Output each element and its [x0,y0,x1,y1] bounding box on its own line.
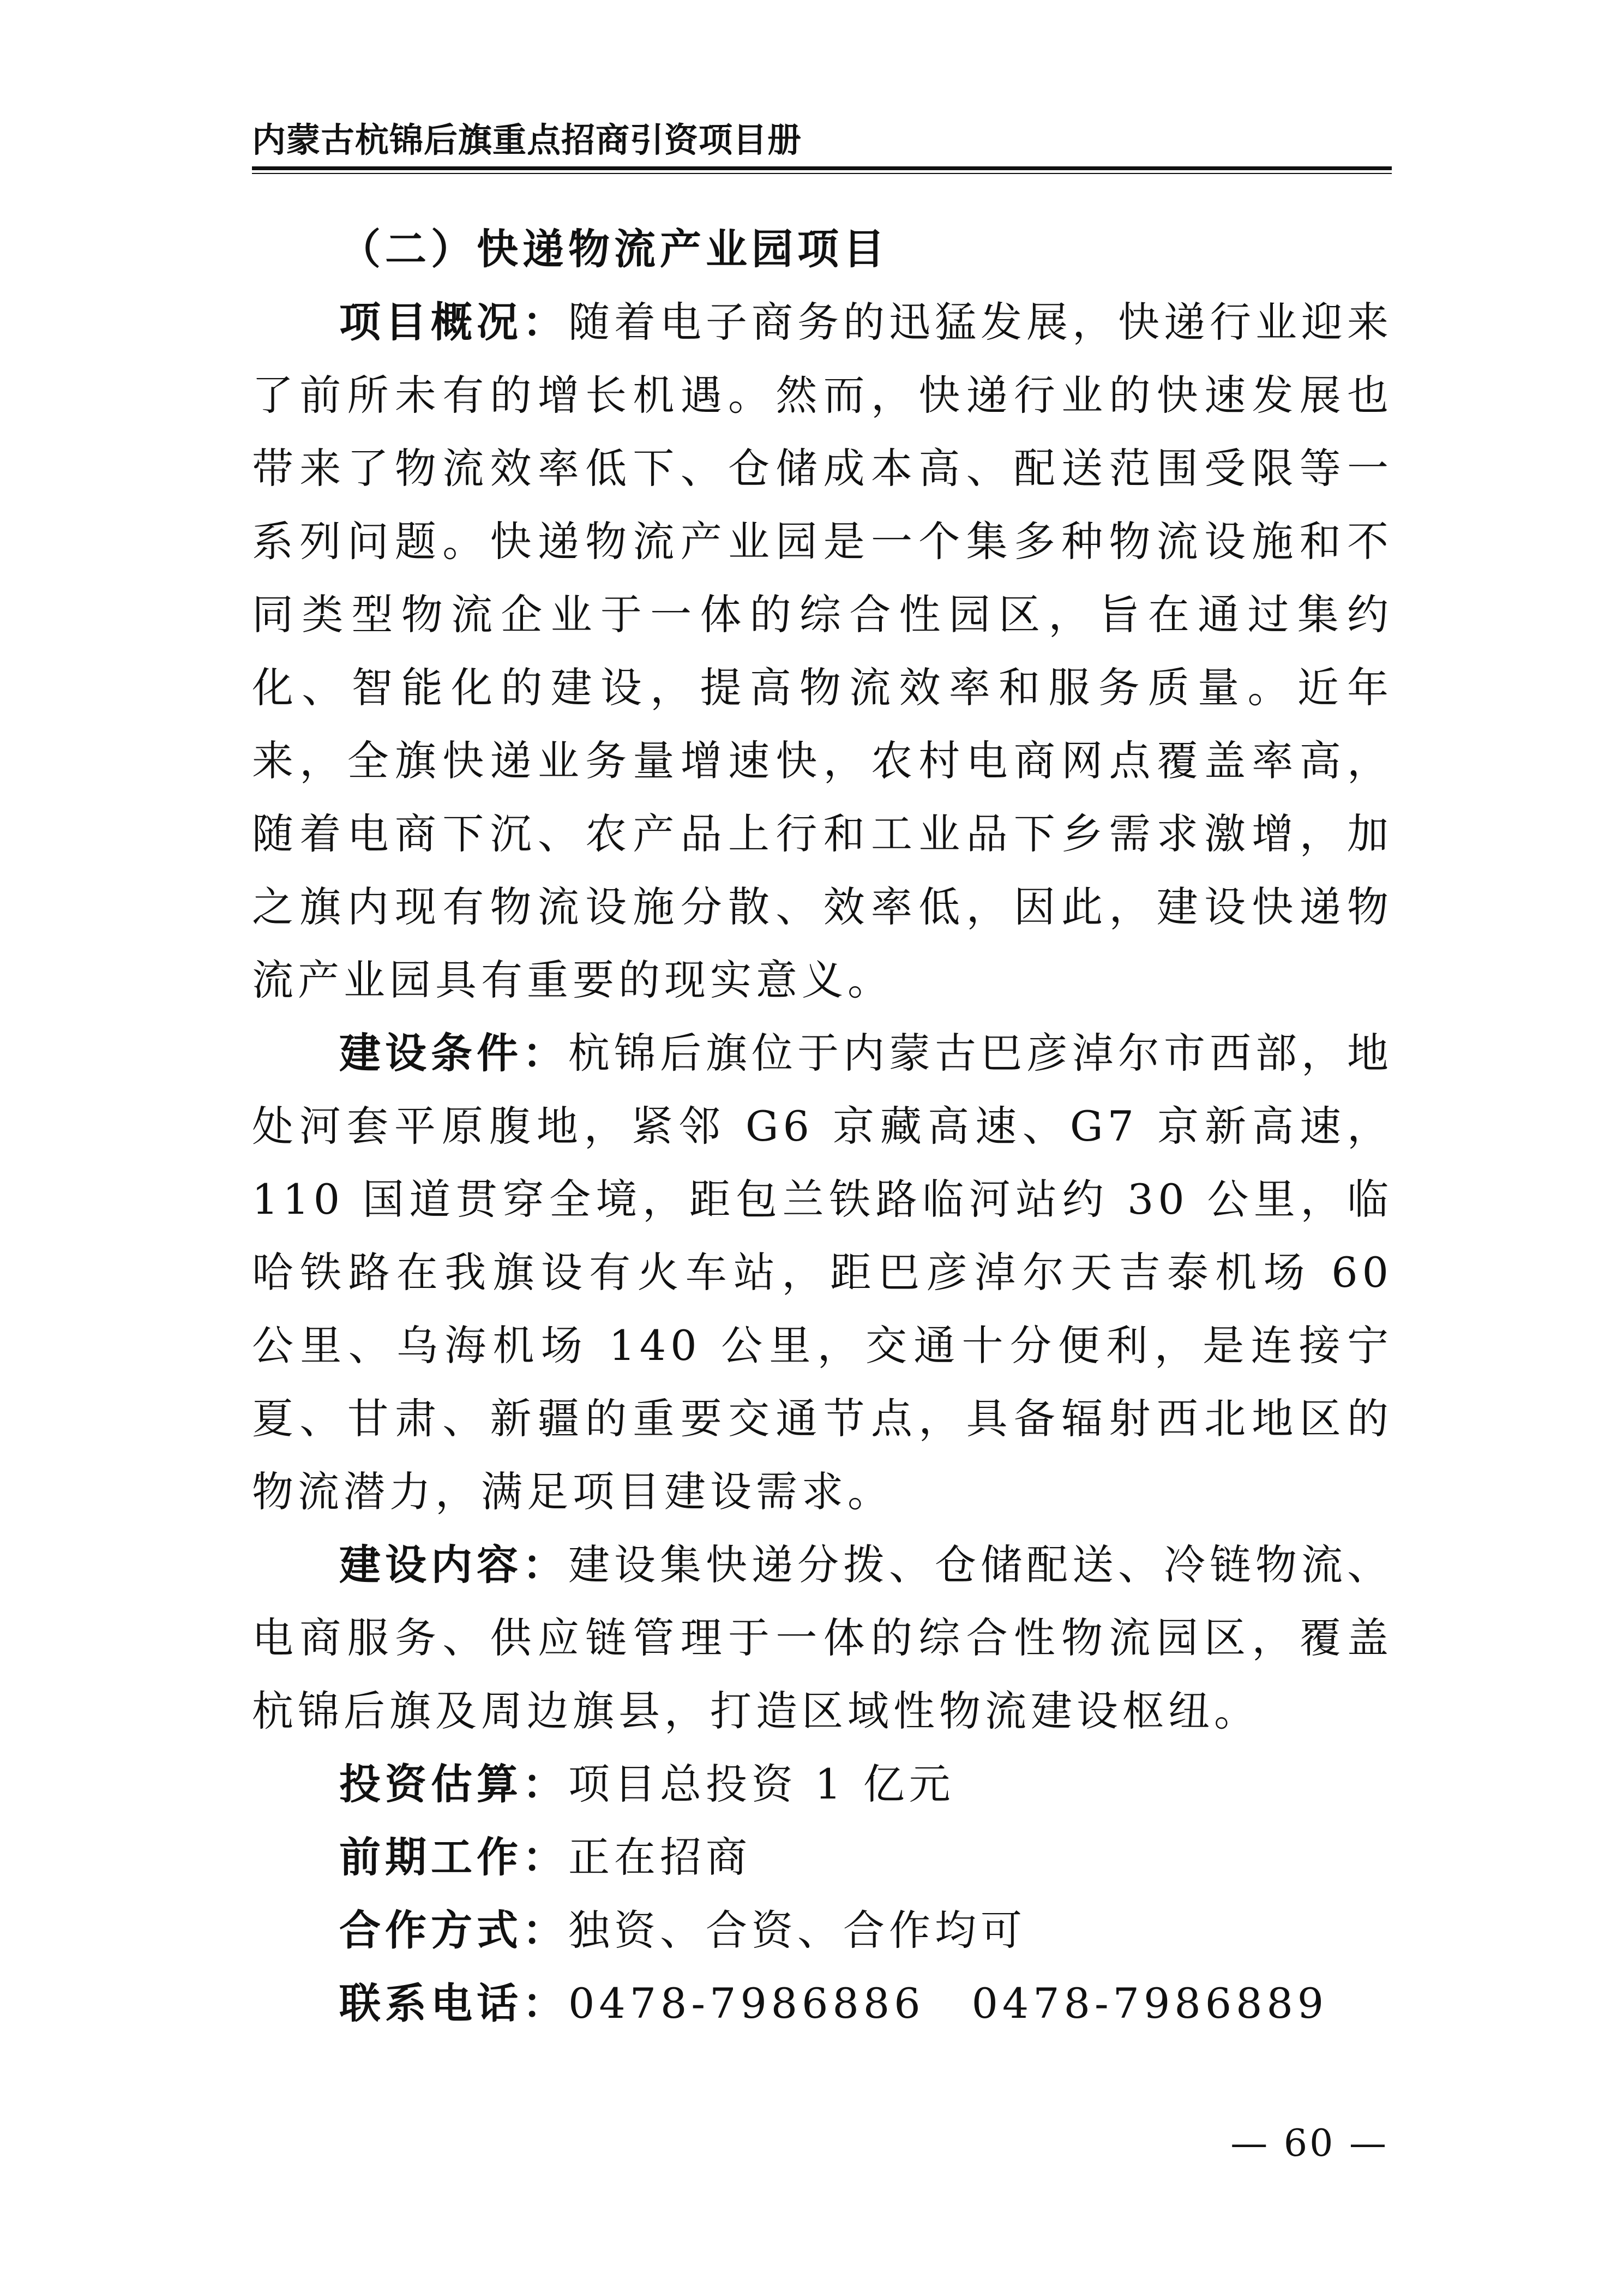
header-rule-thin [252,173,1392,174]
content-paragraph [252,1528,1393,1748]
overview-paragraph [252,286,1393,1017]
document-body [252,213,1393,2040]
cooperation-text: 独资、合资、合作均可 [568,1906,1026,1955]
preliminary-line [252,1821,1393,1894]
conditions-paragraph [252,1017,1393,1528]
page-number: — 60 — [1230,2122,1388,2165]
contact-phone-1: 0478-7986886 [568,1979,925,2028]
cooperation-line [252,1894,1393,1967]
contact-phone-2: 0478-7986889 [971,1979,1329,2028]
content-text: 建设集快递分拨、仓储配送、冷链物流、电商服务、供应链管理于一体的综合性物流园区，覆盖杭锦后旗及周边旗县，打造区域性物流建设枢纽。 [252,1540,1393,1735]
content-label: 建设内容： [339,1540,568,1589]
contact-label: 联系电话： [339,1979,568,2028]
investment-label: 投资估算： [339,1760,568,1808]
investment-text: 项目总投资 1 亿元 [568,1760,955,1808]
investment-line [252,1748,1393,1821]
preliminary-label: 前期工作： [339,1833,568,1881]
contact-line [252,1967,1393,2040]
running-header: 内蒙古杭锦后旗重点招商引资项目册 [252,120,802,160]
overview-label: 项目概况： [339,298,568,346]
section-title: （二）快递物流产业园项目 [339,225,889,273]
cooperation-label: 合作方式： [339,1906,568,1955]
conditions-text: 杭锦后旗位于内蒙古巴彦淖尔市西部，地处河套平原腹地，紧邻 G6 京藏高速、G7 京新高速，110 国道贯穿全境，距包兰铁路临河站约 30 公里，临哈铁路在我旗设有火车站，距巴彦淖尔天吉泰机场 60 公里、乌海机场 140 公里，交通十分便利，是连接宁夏、甘肃、新疆的重要交通节点，具备辐射西北地区的物流潜力，满足项目建设需求。 [252,1029,1393,1516]
header-rule-thick [252,166,1392,170]
conditions-label: 建设条件： [339,1029,568,1077]
preliminary-text: 正在招商 [568,1833,752,1881]
overview-text: 随着电子商务的迅猛发展，快递行业迎来了前所未有的增长机遇。然而，快递行业的快速发展也带来了物流效率低下、仓储成本高、配送范围受限等一系列问题。快递物流产业园是一个集多种物流设施和不同类型物流企业于一体的综合性园区，旨在通过集约化、智能化的建设，提高物流效率和服务质量。近年来，全旗快递业务量增速快，农村电商网点覆盖率高，随着电商下沉、农产品上行和工业品下乡需求激增，加之旗内现有物流设施分散、效率低，因此，建设快递物流产业园具有重要的现实意义。 [252,298,1393,1004]
